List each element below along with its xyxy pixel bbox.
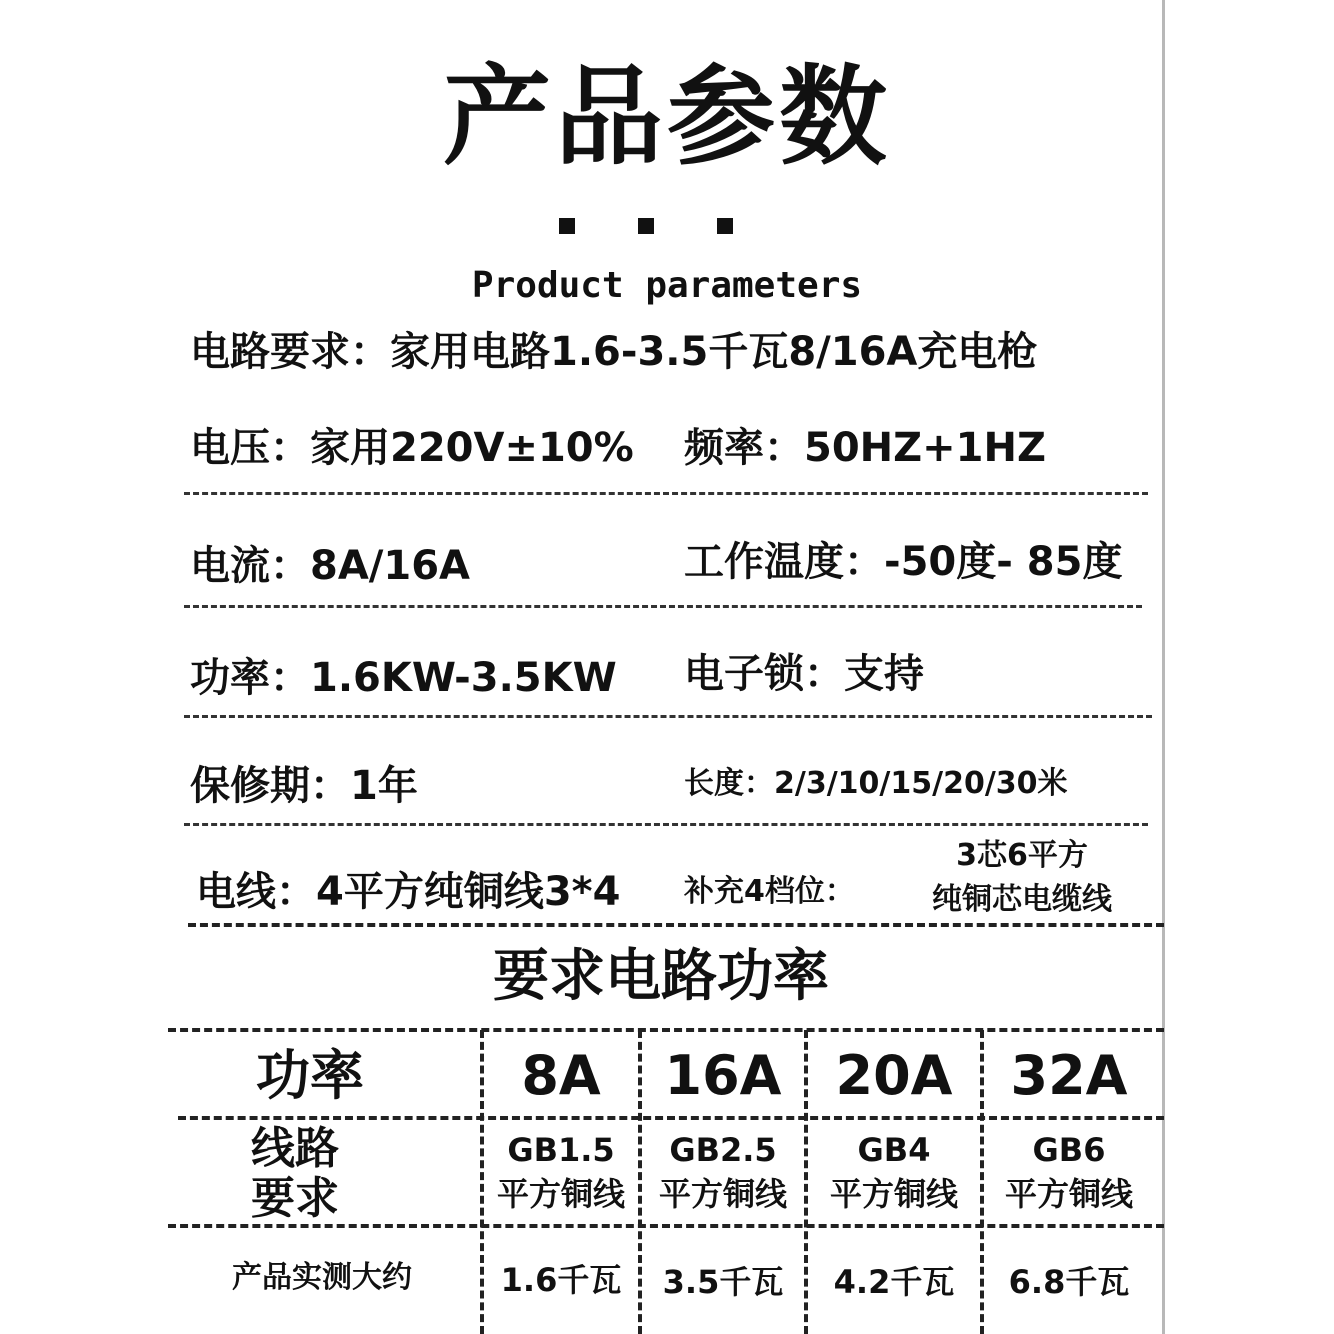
dot-1 (559, 218, 575, 234)
table-row1-16a-gb: GB2.5 (669, 1131, 777, 1169)
table-row1-8a-gb: GB1.5 (507, 1131, 615, 1169)
divider-4 (184, 823, 1148, 826)
dot-3 (717, 218, 733, 234)
table-header-32a: 32A (1010, 1044, 1128, 1107)
spec-supplement-line2: 纯铜芯电缆线 (932, 882, 1112, 917)
table-row1-20a-gb: GB4 (857, 1131, 931, 1169)
table-line-row1 (168, 1224, 1164, 1228)
table-row1-16a-desc: 平方铜线 (658, 1175, 787, 1213)
table-row1-8a-desc: 平方铜线 (496, 1175, 625, 1213)
page-title: 产品参数 (442, 55, 891, 180)
table-row1-32a-gb: GB6 (1032, 1131, 1106, 1169)
table-row2-20a: 4.2千瓦 (833, 1263, 955, 1301)
divider-5 (188, 923, 1164, 927)
table-line-top (168, 1028, 1164, 1032)
divider-2 (184, 605, 1142, 608)
table-header-20a: 20A (835, 1044, 953, 1107)
divider-1 (184, 492, 1148, 495)
table-row1-label-line2: 要求 (251, 1173, 339, 1224)
spec-circuit: 电路要求：家用电路1.6-3.5千瓦8/16A充电枪 (190, 329, 1038, 375)
spec-voltage: 电压：家用220V±10% (190, 425, 634, 471)
spec-temperature: 工作温度：-50度- 85度 (684, 539, 1123, 585)
spec-wire: 电线：4平方纯铜线3*4 (196, 869, 621, 915)
table-row1-32a-desc: 平方铜线 (1004, 1175, 1133, 1213)
page-edge-line (1162, 0, 1165, 1334)
table-row2-16a: 3.5千瓦 (662, 1263, 784, 1301)
table-title: 要求电路功率 (493, 944, 829, 1009)
table-row1-20a-desc: 平方铜线 (829, 1175, 958, 1213)
table-header-16a: 16A (664, 1044, 782, 1107)
spec-warranty: 保修期：1年 (190, 763, 418, 809)
table-header-label: 功率 (256, 1044, 364, 1107)
dot-2 (638, 218, 654, 234)
spec-power: 功率：1.6KW-3.5KW (190, 655, 617, 701)
spec-supplement-label: 补充4档位： (684, 874, 855, 909)
spec-lock: 电子锁：支持 (684, 651, 924, 697)
table-row2-8a: 1.6千瓦 (500, 1261, 622, 1299)
title-dots-decoration (0, 218, 1334, 234)
spec-length: 长度：2/3/10/15/20/30米 (684, 766, 1068, 801)
table-row2-32a: 6.8千瓦 (1008, 1263, 1130, 1301)
table-row1-label-line1: 线路 (251, 1123, 339, 1174)
table-header-8a: 8A (521, 1044, 601, 1107)
divider-3 (184, 715, 1152, 718)
table-line-header (178, 1116, 1164, 1120)
spec-current: 电流：8A/16A (190, 543, 471, 589)
page-subtitle: Product parameters (471, 265, 863, 306)
spec-frequency: 频率：50HZ+1HZ (684, 425, 1046, 471)
table-row2-label: 产品实测大约 (232, 1260, 412, 1295)
spec-supplement-line1: 3芯6平方 (956, 838, 1088, 873)
